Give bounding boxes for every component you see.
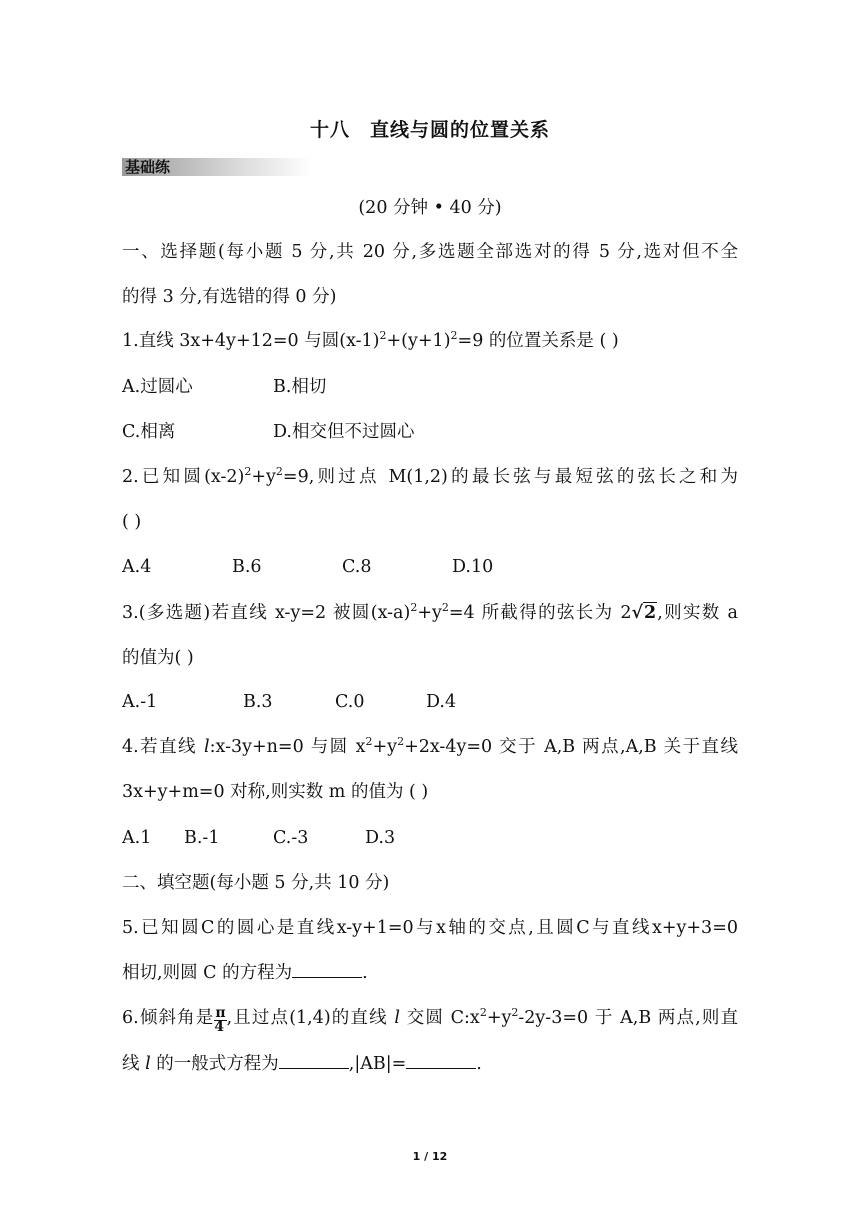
part1-heading-line2: 的得 3 分,有选错的得 0 分) [122, 287, 337, 307]
q4-option-c: C.-3 [273, 828, 309, 848]
question-6-stem: 6.倾斜角是 $\frac{\pi}{4}$ ,且过点(1,4)的直线 l 交圆 $C:x^2+y^2-2y-3=0$ 于 A,B 两点,则直 [122, 1005, 739, 1035]
q2-option-b: B.6 [232, 557, 262, 577]
q1-option-a: A.过圆心 [122, 377, 193, 397]
question-6-line2: 线 l 的一般式方程为 ,|AB|= . [122, 1054, 482, 1074]
q1-option-b: B.相切 [273, 377, 327, 397]
q3-option-b: B.3 [243, 692, 273, 712]
part1-heading-line1: 一、选择题(每小题 5 分,共 20 分,多选题全部选对的得 5 分,选对但不全 [122, 242, 738, 262]
q2-option-c: C.8 [342, 557, 372, 577]
page-title [0, 115, 860, 142]
question-5-line2: 相切,则圆 C 的方程为 . [122, 963, 368, 983]
q1-option-c: C.相离 [122, 422, 176, 442]
section-badge [122, 156, 312, 178]
q2-option-d: D.10 [452, 557, 494, 577]
q4-option-b: B.-1 [184, 828, 220, 848]
part2-heading: 二、填空题(每小题 5 分,共 10 分) [122, 873, 390, 893]
question-3-line2: 的值为( ) [122, 648, 194, 668]
q2-answer-bracket: ( ) [122, 512, 142, 532]
title-text: 直线与圆的位置关系 [370, 119, 551, 141]
question-3-stem: 3.(多选题)若直线 x-y=2 被圆$(x-a)^2+y^2=4$ 所截得的弦长为 2√2,则实数 a [122, 601, 738, 623]
badge-label: 基础练 [125, 158, 171, 176]
q1-option-d: D.相交但不过圆心 [273, 422, 415, 442]
time-note: (20 分钟 • 40 分) [358, 198, 502, 218]
question-4-stem: 4.若直线 l:x-3y+n=0 与圆 $x^2+y^2+2x-4y=0$ 交于 A,B 两点,A,B 关于直线 [122, 735, 739, 757]
sqrt-symbol: √2 [631, 603, 657, 623]
q3-option-a: A.-1 [122, 692, 158, 712]
question-2-stem: 2.已知圆$(x-2)^2+y^2=9$,则过点 M(1,2)的最长弦与最短弦的弦长之和为 [122, 465, 738, 487]
question-4-line2: 3x+y+m=0 对称,则实数 m 的值为 ( ) [122, 782, 429, 802]
question-5-line1: 5.已知圆C的圆心是直线x-y+1=0与x轴的交点,且圆C与直线x+y+3=0 [122, 918, 738, 938]
answer-blank[interactable] [292, 961, 362, 978]
page-number: 1 / 12 [412, 1150, 448, 1163]
q3-option-c: C.0 [335, 692, 365, 712]
question-1-stem: 1.直线 3x+4y+12=0 与圆$(x-1)^2+(y+1)^2=9$ 的位置关系是 ( ) [122, 329, 619, 351]
q2-option-a: A.4 [122, 557, 152, 577]
q3-option-d: D.4 [426, 692, 457, 712]
answer-blank[interactable] [406, 1052, 476, 1069]
answer-blank[interactable] [279, 1052, 349, 1069]
q4-option-d: D.3 [365, 828, 396, 848]
title-number: 十八 [309, 119, 350, 141]
fraction-pi-over-4: $\frac{\pi}{4}$ [214, 1005, 226, 1035]
q4-option-a: A.1 [122, 828, 152, 848]
